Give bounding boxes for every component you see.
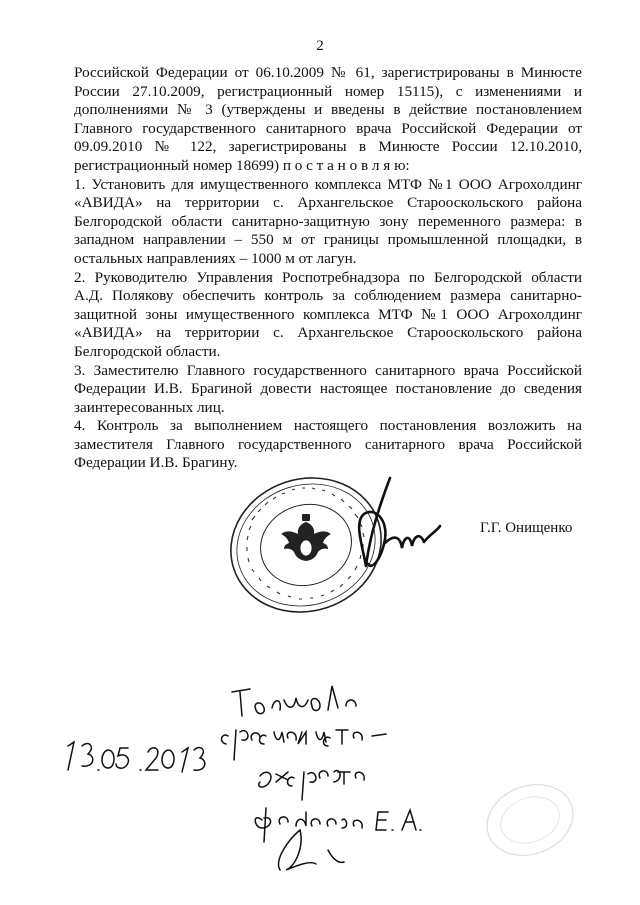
document-body	[74, 64, 582, 473]
paragraph-preamble: Российской Федерации от 06.10.2009 № 61, зарегистрированы в Минюсте России 27.10.2009, регистрационный номер 15115), с изменениями и дополнениями № 3 (утверждены и введены в действие постановлением Главного государственного санитарного врача Российской Федерации от 09.09.2010 № 122, зарегистрированы в Минюсте России 12.10.2010, регистрационный номер 18699) п о с т а н о в л я ю:	[74, 64, 582, 174]
paragraph-item-3: 3. Заместителю Главного государственного санитарного врача Российской Федерации И.В. Брагиной довести настоящее постановление до сведения заинтересованных лиц.	[74, 361, 582, 416]
paragraph-item-1: 1. Установить для имущественного комплекса МТФ №1 ООО Агрохолдинг «АВИДА» на территории с. Архангельское Старооскольского района Белгородской области санитарно-защитную зону переменного размера: в западном направлении – 550 м от границы промышленной площадки, в остальных направлениях – 1000 м от лагун.	[74, 175, 582, 267]
page-number: 2	[316, 38, 324, 54]
paragraph-item-4: 4. Контроль за выполнением настоящего постановления возложить на заместителя Главного государственного санитарного врача Российской Федерации И.В. Брагину.	[74, 417, 582, 472]
signer-name: Г.Г. Онищенко	[480, 520, 573, 536]
signature	[350, 474, 450, 584]
paragraph-item-2: 2. Руководителю Управления Роспотребнадзора по Белгородской области А.Д. Полякову обеспечить контроль за соблюдением размера санитарно-защитной зоны имущественного комплекса МТФ №1 ООО Агрохолдинг «АВИДА» на территории с. Архангельское Старооскольского района Белгородской области.	[74, 268, 582, 360]
handwritten-note	[60, 680, 620, 890]
